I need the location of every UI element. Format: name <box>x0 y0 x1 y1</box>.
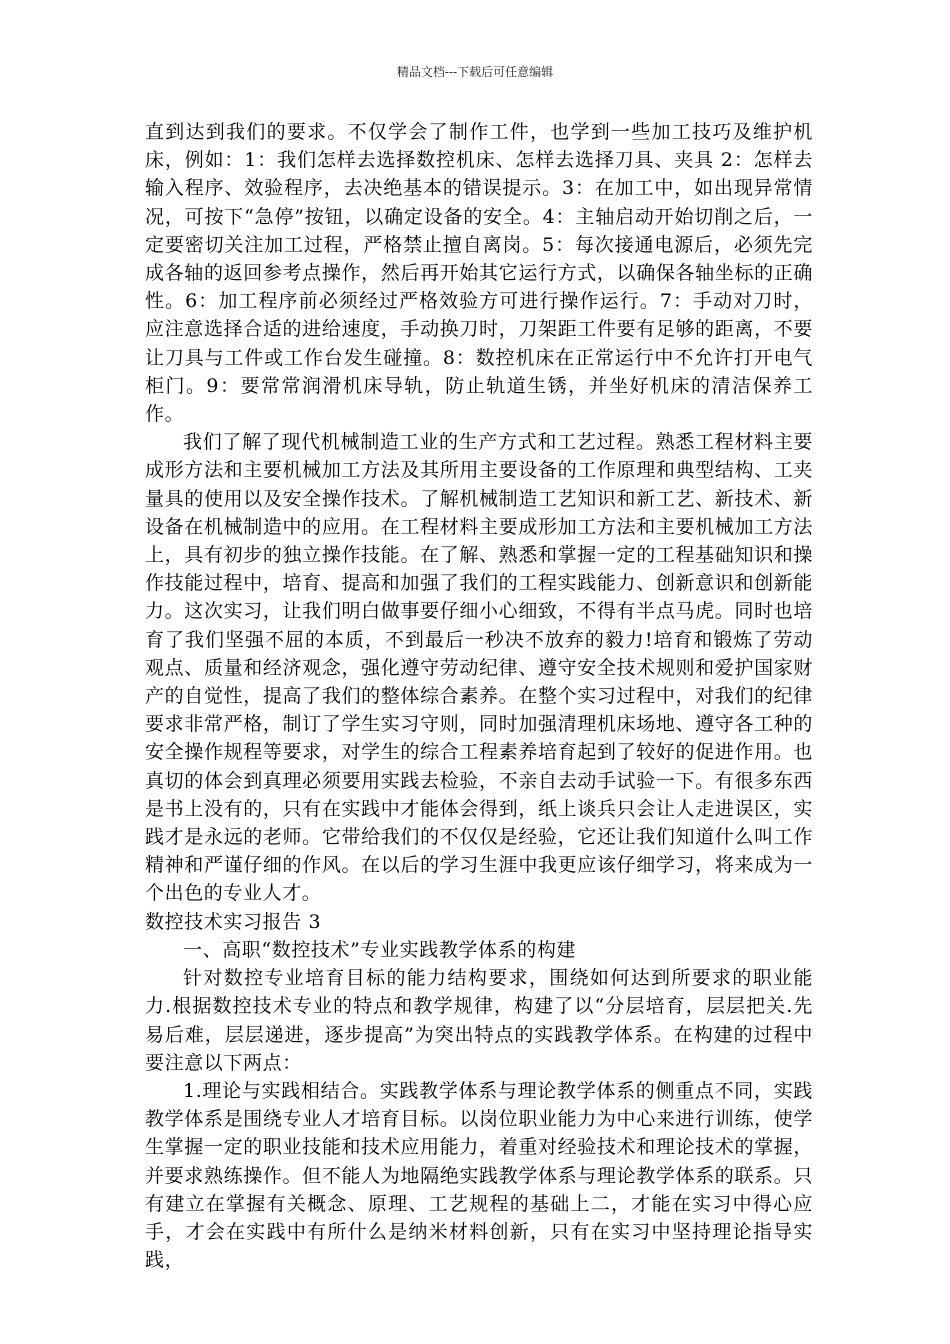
paragraph-machine-tips: 直到达到我们的要求。不仅学会了制作工件，也学到一些加工技巧及维护机床，例如：1：我们怎样去选择数控机床、怎样去选择刀具、夹具 2：怎样去输入程序、效验程序，去决绝基本的错误提示。3：在加工中，如出现异常情况，可按下“急停”按钮，以确定设备的安全。4：主轴启动开始切削之后，一定要密切关注加工过程，严格禁止擅自离岗。5：每次接通电源后，必须先完成各轴的返回参考点操作，然后再开始其它运行方式，以确保各轴坐标的正确性。6：加工程序前必须经过严格效验方可进行操作运行。7：手动对刀时，应注意选择合适的进给速度，手动换刀时，刀架距工件要有足够的距离，不要让刀具与工件或工作台发生碰撞。8：数控机床在正常运行中不允许打开电气柜门。9：要常常润滑机床导轨，防止轨道生锈，并坐好机床的清洁保养工作。 <box>145 121 813 426</box>
paragraph-internship-reflection: 我们了解了现代机械制造工业的生产方式和工艺过程。熟悉工程材料主要成形方法和主要机械加工方法及其所用主要设备的工作原理和典型结构、工夹量具的使用以及安全操作技术。了解机械制造工艺知识和新工艺、新技术、新设备在机械制造中的应用。在工程材料主要成形加工方法和主要机械加工方法上，具有初步的独立操作技能。在了解、熟悉和掌握一定的工程基础知识和操作技能过程中，培育、提高和加强了我们的工程实践能力、创新意识和创新能力。这次实习，让我们明白做事要仔细小心细致，不得有半点马虎。同时也培育了我们坚强不屈的本质，不到最后一秒决不放弃的毅力!培育和锻炼了劳动观点、质量和经济观念，强化遵守劳动纪律、遵守安全技术规则和爱护国家财产的自觉性，提高了我们的整体综合素养。在整个实习过程中，对我们的纪律要求非常严格，制订了学生实习守则，同时加强清理机床场地、遵守各工种的安全操作规程等要求，对学生的综合工程素养培育起到了较好的促进作用。也真切的体会到真理必须要用实践去检验，不亲自去动手试验一下。有很多东西是书上没有的，只有在实践中才能体会得到，纸上谈兵只会让人走进误区，实践才是永远的老师。它带给我们的不仅仅是经验，它还让我们知道什么叫工作精神和严谨仔细的作风。在以后的学习生涯中我更应该仔细学习，将来成为一个出色的专业人才。 <box>145 431 813 905</box>
paragraph-system-intro: 针对数控专业培育目标的能力结构要求，围绕如何达到所要求的职业能力.根据数控技术专业的特点和教学规律，构建了以“分层培育，层层把关.先易后难，层层递进，逐步提高”为突出特点的实践教学体系。在构建的过程中要注意以下两点： <box>145 967 813 1074</box>
report-title: 数控技术实习报告 3 <box>145 910 322 933</box>
section-heading: 一、高职“数控技术”专业实践教学体系的构建 <box>183 938 577 961</box>
paragraph-theory-practice: 1.理论与实践相结合。实践教学体系与理论教学体系的侧重点不同，实践教学体系是围绕专业人才培育目标。以岗位职业能力为中心来进行训练，使学生掌握一定的职业技能和技术应用能力，着重对经验技术和理论技术的掌握，并要求熟练操作。但不能人为地隔绝实践教学体系与理论教学体系的联系。只有建立在掌握有关概念、原理、工艺规程的基础上二，才能在实习中得心应手，才会在实践中有所什么是纳米材料创新，只有在实习中坚持理论指导实践， <box>145 1079 813 1272</box>
page-header: 精品文档---下载后可任意编辑 <box>396 65 554 79</box>
document-body <box>145 118 813 1274</box>
